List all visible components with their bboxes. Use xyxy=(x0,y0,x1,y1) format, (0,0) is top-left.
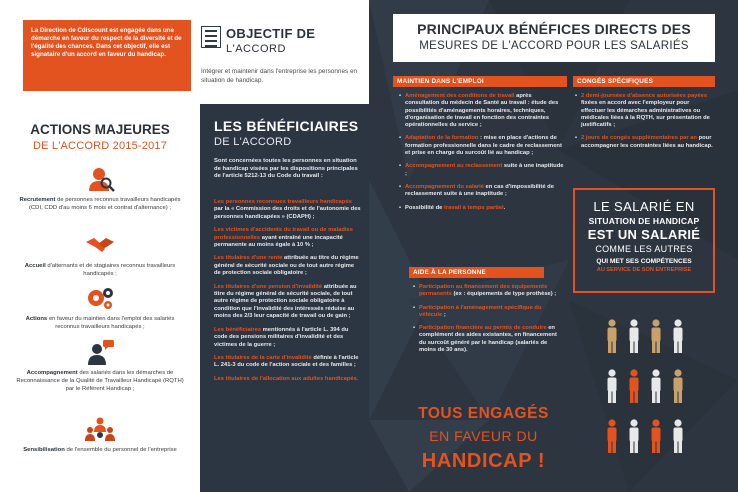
objectif-text: Intégrer et maintenir dans l'entreprise les personnes en situation de handicap. xyxy=(201,68,358,84)
action-lead: Recrutement xyxy=(19,197,56,203)
action-text: de personnes reconnus travailleurs handicapés (CDI, CDD d'au moins 6 mois et contrat d'alternance) ; xyxy=(28,197,181,211)
quote-line: EST UN SALARIÉ xyxy=(587,227,701,242)
action-text: des salariés dans les démarches de Reconnaissance de la Qualité de Travailleur Handicapé (RQTH) par le Référent Handicap ; xyxy=(16,370,184,392)
action-lead: Actions xyxy=(25,316,48,322)
list-item: Les victimes d'accidents du travail ou de maladies professionnelles ayant entraîné une incapacité permanente au moins égale à 10 % ; xyxy=(214,227,353,249)
action-accueil xyxy=(15,232,185,278)
recruitment-icon xyxy=(84,166,116,192)
handshake-icon xyxy=(84,232,116,258)
list-item: Les titulaires d'une pension d'invalidité attribuée au titre du régime général de sécurité sociale, de tout autre régime de protection sociale obligatoire à condition que l'invalidité des intéressés réduise au moins des 2/3 leur capacité de travail ou de gain ; xyxy=(214,283,357,320)
aide-label: AIDE À LA PERSONNE xyxy=(409,267,544,278)
list-item: • 2 jours de congés supplémentaires par an pour accompagner les contraintes liées au handicap. xyxy=(575,135,715,150)
right-panel xyxy=(369,0,738,492)
list-item: • Participation au financement des équipements permanents (ex : équipements de type prothèse) ; xyxy=(413,284,563,299)
list-item: • 2 demi-journées d'absence autorisées payées fixées en accord avec l'employeur pour effectuer les démarches administratives ou médicales liées à la RQTH, sur présentation de justificatifs ; xyxy=(575,93,715,129)
quote-line: AU SERVICE DE SON ENTREPRISE xyxy=(596,267,692,273)
objectif-title: OBJECTIF DE xyxy=(226,26,316,41)
list-item: Les personnes reconnues travailleurs handicapés par la « Commission des droits et de l'autonomie des personnes handicapées » (CDAPH) ; xyxy=(214,199,361,220)
engages-line2: EN FAVEUR DU xyxy=(429,428,538,444)
beneficiaires-list xyxy=(214,199,362,389)
list-item: • Possibilité de travail à temps partiel. xyxy=(399,205,565,212)
benefits-header xyxy=(393,14,715,62)
header-line2: MESURES DE L'ACCORD POUR LES SALARIÉS xyxy=(419,40,689,52)
action-accompagnement xyxy=(15,339,185,393)
list-item: • Participation à l'aménagement spécifique du véhicule ; xyxy=(413,305,563,320)
action-maintien xyxy=(15,285,185,331)
header-line1: PRINCIPAUX BÉNÉFICES DIRECTS DES xyxy=(417,21,691,37)
quote-box xyxy=(573,188,715,293)
action-recrutement xyxy=(15,166,185,212)
conges-label: CONGÉS SPÉCIFIQUES xyxy=(573,76,715,87)
actions-title: ACTIONS MAJEURES xyxy=(30,122,170,137)
objectif-subtitle: L'ACCORD xyxy=(226,43,286,55)
document-icon xyxy=(201,26,221,48)
quote-line: LE SALARIÉ EN xyxy=(593,199,695,214)
aide-list xyxy=(413,284,563,360)
maintien-label: MAINTIEN DANS L'EMPLOI xyxy=(393,76,567,87)
list-item: Les titulaires de la carte d'invalidité définie à l'article L. 241-3 du code de l'action sociale et des familles ; xyxy=(214,354,359,369)
beneficiaires-title: LES BÉNÉFICIAIRES xyxy=(214,118,359,134)
action-lead: Accueil xyxy=(24,263,46,269)
maintien-list xyxy=(399,93,565,218)
quote-line: SITUATION DE HANDICAP xyxy=(588,216,700,226)
list-item: • Participation financière au permis de conduire en complément des aides existantes, en financement du surcoût généré par le handicap (salariés de moins de 30 ans). xyxy=(413,325,563,354)
list-item: • Adaptation de la formation : mise en place d'actions de formation professionnelle dans le cadre de reclassement et prise en charge du surcoût lié au handicap ; xyxy=(399,135,565,157)
intro-box: La Direction de Cdiscount est engagée dans une démarche en faveur du respect de la diversité et de l'égalité des chances. Dans cet objectif, elle est signataire d'un accord en faveur du handicap. xyxy=(23,20,191,91)
engages-line3: HANDICAP ! xyxy=(421,450,546,472)
engages-line1: TOUS ENGAGÉS xyxy=(418,405,549,422)
list-item: Les titulaires de l'allocation aux adultes handicapés. xyxy=(214,375,359,382)
quote-line: QUI MET SES COMPÉTENCES xyxy=(596,258,692,265)
action-text: en faveur du maintien dans l'emploi des salariés reconnus travailleurs handicapés ; xyxy=(47,316,175,330)
quote-line: COMME LES AUTRES xyxy=(595,244,693,254)
actions-subtitle: DE L'ACCORD 2015-2017 xyxy=(32,140,168,152)
gears-icon xyxy=(84,285,116,311)
list-item: • Accompagnement au reclassement suite à une inaptitude ; xyxy=(399,163,565,178)
beneficiaires-intro: Sont concernées toutes les personnes en situation de handicap visées par les dispositions principales de l'article 5212-13 du Code du travail : xyxy=(214,158,358,180)
action-lead: Sensibilisation xyxy=(23,447,65,453)
people-crowd-icon xyxy=(599,317,703,467)
team-icon xyxy=(84,416,116,442)
list-item: Les titulaires d'une rente attribuée au titre du régime général de sécurité sociale ou de tout autre régime de protection sociale obligatoire ; xyxy=(214,255,359,277)
list-item: • Accompagnement du salarié en cas d'impossibilité de reclassement suite à une inaptitude ; xyxy=(399,184,565,199)
list-item: • Aménagement des conditions de travail après consultation du médecin de Santé au travail : étude des possibilités d'aménagements horaires, techniques, d'organisation de travail en fonction des contraintes opérationnelles du service ; xyxy=(399,93,565,129)
action-text: d'alternants et de stagiaires reconnus travailleurs handicapés ; xyxy=(45,263,176,277)
beneficiaires-panel xyxy=(200,104,369,492)
conges-list xyxy=(575,93,715,156)
action-text: de l'ensemble du personnel de l'entreprise xyxy=(64,447,177,453)
beneficiaires-subtitle: DE L'ACCORD xyxy=(214,136,292,148)
support-person-icon xyxy=(84,339,116,365)
action-lead: Accompagnement xyxy=(26,370,78,376)
list-item: Les bénéficiaires mentionnés à l'article L. 394 du code des pensions militaires d'invalidité et des victimes de la guerre ; xyxy=(214,326,349,348)
action-sensibilisation xyxy=(15,416,185,454)
